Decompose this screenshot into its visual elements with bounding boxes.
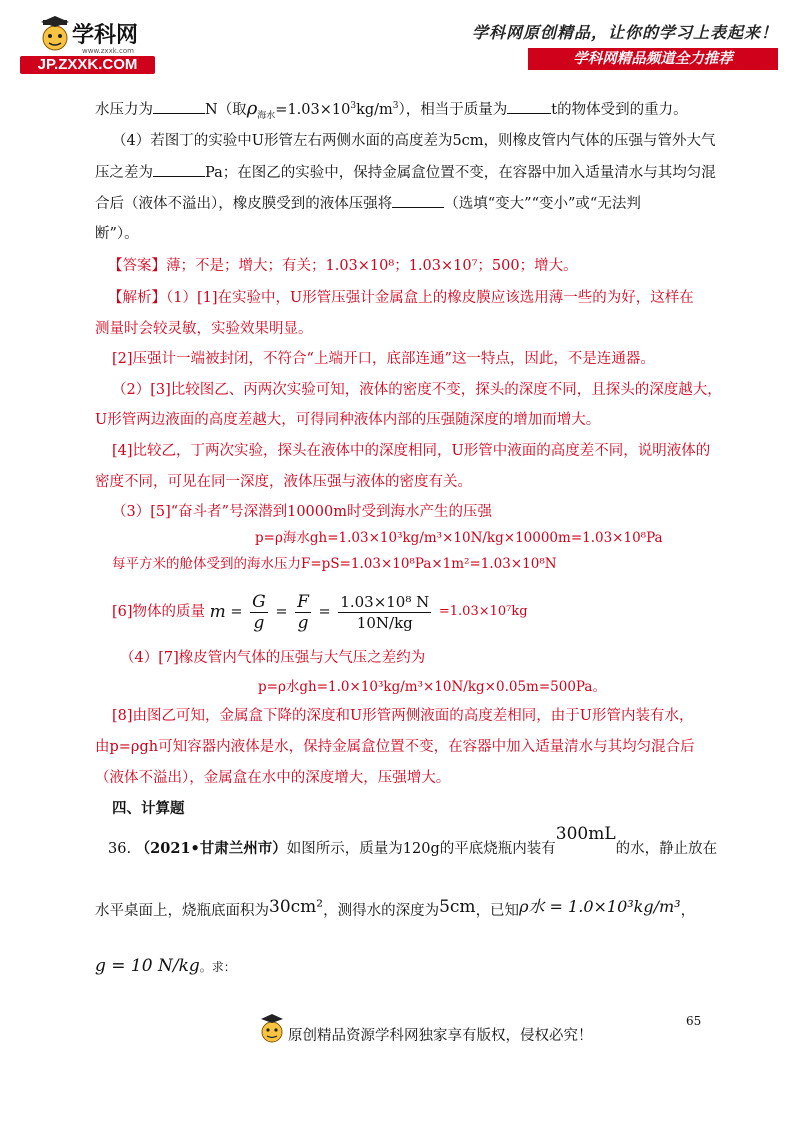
analysis-line: 由p=ρgh可知容器内液体是水，保持金属盒位置不变，在容器中加入适量清水与其均匀混合后 xyxy=(95,739,695,755)
analysis-line: （4）[7]橡皮管内气体的压强与大气压之差约为 xyxy=(120,650,426,666)
blank-1 xyxy=(153,99,205,114)
blank-2 xyxy=(507,99,551,114)
analysis-line: （2）[3]比较图乙、丙两次实验可知，液体的密度不变，探头的深度不同，且探头的深度越大， xyxy=(112,382,722,398)
logo xyxy=(20,14,155,72)
blank-4 xyxy=(392,193,444,208)
logo-url: JP.ZXXK.COM xyxy=(20,56,155,74)
text-line: 水压力为 N（取$\rho_{海水}=1.03\times 10^3kg/m^3$），相当于质量为 t的物体受到的重力。 xyxy=(95,98,688,121)
analysis-line: 每平方米的舱体受到的海水压力F=pS=1.03×10⁸Pa×1m²=1.03×10⁸N xyxy=(112,556,557,572)
footer-copyright: 原创精品资源学科网独家享有版权，侵权必究！ xyxy=(288,1028,593,1044)
question-36-line1: 36. （2021•甘肃兰州市）如图所示，质量为120g的平底烧瓶内装有300mL的水，静止放在 xyxy=(108,824,718,857)
blank-3 xyxy=(153,162,205,177)
analysis-line: [2]压强计一端被封闭，不符合“上端开口，底部连通”这一特点，因此，不是连通器。 xyxy=(112,351,655,367)
logo-small-url: www.zxxk.com xyxy=(82,47,134,55)
header-slogan: 学科网原创精品，让你的学习上表起来！ xyxy=(471,23,778,42)
analysis-line: [8]由图乙可知，金属盒下降的深度和U形管两侧液面的高度差相同，由于U形管内装有水， xyxy=(112,708,694,724)
mascot-footer-icon xyxy=(259,1014,285,1046)
analysis-line: （液体不溢出），金属盒在水中的深度增大，压强增大。 xyxy=(95,770,451,786)
text-line: 断”）。 xyxy=(95,226,139,242)
text-line: 压之差为 Pa；在图乙的实验中，保持金属盒位置不变，在容器中加入适量清水与其均匀混 xyxy=(95,162,705,183)
page-number: 65 xyxy=(686,1014,702,1028)
equation-2: p=ρ水gh=1.0×10³kg/m³×10N/kg×0.05m=500Pa。 xyxy=(258,679,606,695)
analysis-line: （3）[5]“奋斗者”号深潜到10000m时受到海水产生的压强 xyxy=(112,504,492,520)
analysis-line: [4]比较乙，丁两次实验，探头在液体中的深度相同，U形管中液面的高度差不同，说明液体的 xyxy=(112,443,711,459)
analysis-line: 密度不同，可见在同一深度，液体压强与液体的密度有关。 xyxy=(95,474,472,490)
header-banner: 学科网精品频道全力推荐 xyxy=(528,48,778,70)
mass-equation: [6]物体的质量 m = $\frac{G}{g}$ = $\frac{F}{g}$ = $\frac{\text{1.03×10⁸ N}}{10N/kg}$ =1.03×10⁷kg xyxy=(112,591,528,633)
question-36-line2: 水平桌面上，烧瓶底面积为30cm²，测得水的深度为5cm，已知ρ水 = 1.0×10³kg/m³， xyxy=(95,897,696,919)
equation-1: p=ρ海水gh=1.03×10³kg/m³×10N/kg×10000m=1.03×10⁸Pa xyxy=(255,530,663,546)
logo-text: 学科网 xyxy=(72,23,139,48)
analysis-line: U形管两边液面的高度差越大，可得同种液体内部的压强随深度的增加而增大。 xyxy=(95,412,601,428)
analysis-line: 测量时会较灵敏，实验效果明显。 xyxy=(95,321,313,337)
analysis-line: 【解析】（1）[1]在实验中，U形管压强计金属盒上的橡皮膜应该选用薄一些的为好，这样在 xyxy=(108,290,694,306)
text-line: 合后（液体不溢出），橡皮膜受到的液体压强将 （选填“变大”“变小”或“无法判 xyxy=(95,193,705,214)
mascot-icon xyxy=(38,16,72,56)
text-line: （4）若图丁的实验中U形管左右两侧水面的高度差为5cm，则橡皮管内气体的压强与管外大气 xyxy=(112,133,716,149)
section-title: 四、计算题 xyxy=(112,800,185,817)
answer-line: 【答案】薄；不是；增大；有关；1.03×10⁸；1.03×10⁷；500；增大。 xyxy=(108,258,578,274)
question-36-line3: g = 10 N/kg。求： xyxy=(95,956,236,976)
